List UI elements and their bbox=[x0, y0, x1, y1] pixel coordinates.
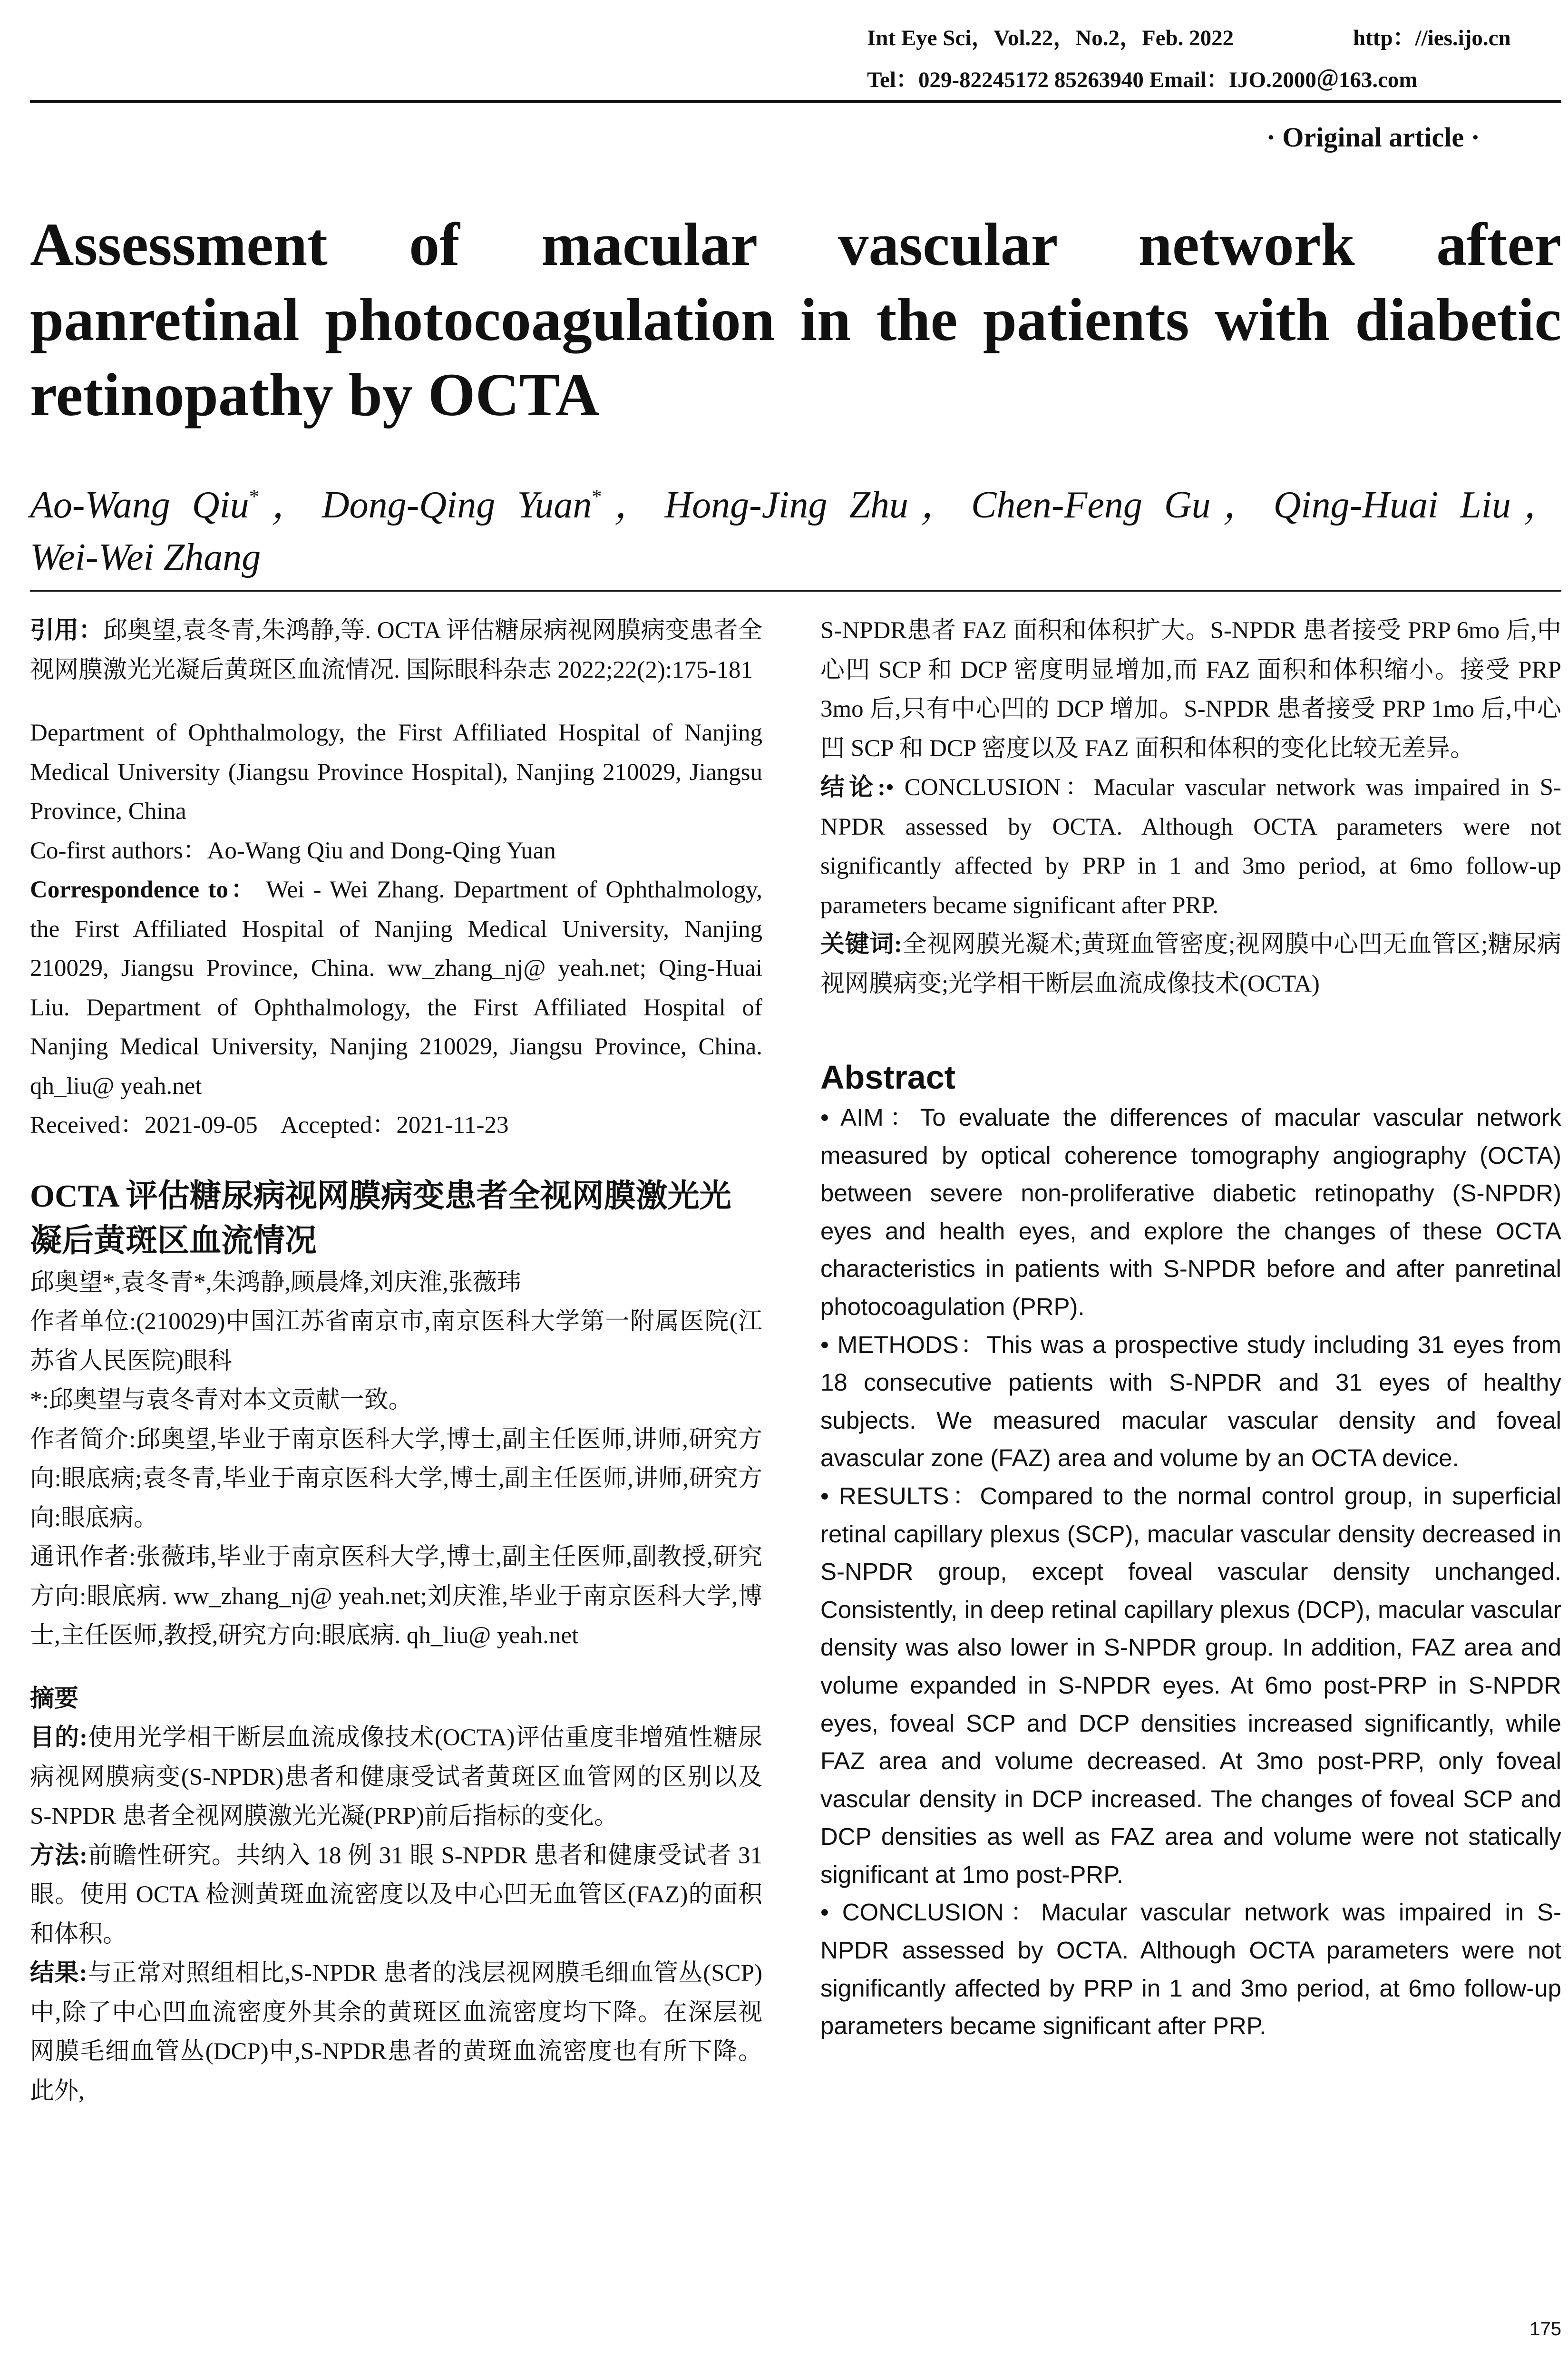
received-dates: Received：2021-09-05 Accepted：2021-11-23 bbox=[30, 1112, 509, 1139]
left-column bbox=[30, 611, 762, 2111]
journal-line: Int Eye Sci，Vol.22，No.2，Feb. 2022 bbox=[867, 26, 1234, 50]
cn-keywords-label: 关键词: bbox=[820, 931, 902, 958]
cn-aim-label: 目的: bbox=[30, 1724, 88, 1751]
authors-line-2: Wei-Wei Zhang bbox=[30, 536, 261, 578]
abstract-aim: • AIM：To evaluate the differences of macular vascular network measured by optical coherence tomography angiography (OCTA) between severe non-proliferative diabetic retinopathy (S-NPDR) eyes and health eyes, and explore the changes of these OCTA characteristics in patients with S-NPDR before and after panretinal photocoagulation (PRP). bbox=[820, 1104, 1561, 1320]
cn-methods-text: 前瞻性研究。共纳入 18 例 31 眼 S-NPDR 患者和健康受试者 31 眼。使用 OCTA 检测黄斑血流密度以及中心凹无血管区(FAZ)的面积和体积。 bbox=[30, 1842, 762, 1948]
cn-methods-label: 方法: bbox=[30, 1842, 88, 1869]
cn-conclusion-text: • CONCLUSION：Macular vascular network was impaired in S-NPDR assessed by OCTA. Although OCTA parameters were not significantly affected by PRP in 1 and 3mo period, at 6mo follow-up parameters became significant after PRP. bbox=[820, 774, 1561, 919]
cn-bio: 作者简介:邱奥望,毕业于南京医科大学,博士,副主任医师,讲师,研究方向:眼底病;袁冬青,毕业于南京医科大学,博士,副主任医师,讲师,研究方向:眼底病。 bbox=[30, 1426, 762, 1531]
cn-aim-text: 使用光学相干断层血流成像技术(OCTA)评估重度非增殖性糖尿病视网膜病变(S-NPDR)患者和健康受试者黄斑区血管网的区别以及 S-NPDR 患者全视网膜激光光凝(PRP)前后指标的变化。 bbox=[30, 1724, 763, 1830]
section-rule bbox=[30, 590, 1561, 592]
header-rule bbox=[30, 100, 1561, 103]
article-type: · Original article · bbox=[1266, 122, 1480, 153]
title-line-3: retinopathy by OCTA bbox=[30, 361, 600, 429]
title-line-2: panretinal photocoagulation in the patients with diabetic bbox=[30, 286, 1561, 353]
cn-note: *:邱奥望与袁冬青对本文贡献一致。 bbox=[30, 1387, 413, 1413]
abstract-results: • RESULTS：Compared to the normal control group, in superficial retinal capillary plexus (SCP), macular vascular density decreased in S-NPDR group, except foveal vascular density unchanged. Consistently, in deep retinal capillary plexus (DCP), macular vascular density was also lower in S-NPDR group. In addition, FAZ area and volume expanded in S-NPDR eyes. At 6mo post-PRP in S-NPDR eyes, foveal SCP and DCP densities increased significantly, while FAZ area and volume decreased. At 3mo post-PRP, only foveal vascular density in DCP increased. The changes of foveal SCP and DCP densities as well as FAZ area and volume were not statically significant at 1mo post-PRP. bbox=[820, 1482, 1561, 1888]
citation bbox=[30, 611, 762, 690]
cn-results-cont: S-NPDR患者 FAZ 面积和体积扩大。S-NPDR 患者接受 PRP 6mo 后,中心凹 SCP 和 DCP 密度明显增加,而 FAZ 面积和体积缩小。接受 PRP 3mo 后,只有中心凹的 DCP 增加。S-NPDR 患者接受 PRP 1mo 后,中心凹 SCP 和 DCP 密度以及 FAZ 面积和体积的变化比较无差异。 bbox=[820, 617, 1561, 762]
citation-text: 邱奥望,袁冬青,朱鸿静,等. OCTA 评估糖尿病视网膜病变患者全视网膜激光光凝后黄斑区血流情况. 国际眼科杂志 2022;22(2):175-181 bbox=[30, 617, 762, 683]
department: Department of Ophthalmology, the First Affiliated Hospital of Nanjing Medical University (Jiangsu Province Hospital), Nanjing 210029, Jiangsu Province, China bbox=[30, 720, 762, 825]
cn-results bbox=[30, 1954, 762, 2111]
cn-aim bbox=[30, 1718, 762, 1836]
correspondence-label: Correspondence to： bbox=[30, 877, 258, 903]
cofirst-authors: Co-first authors：Ao-Wang Qiu and Dong-Qing Yuan bbox=[30, 837, 556, 864]
authors-line-1 bbox=[30, 471, 1561, 531]
title-line-1: Assessment of macular vascular network after bbox=[30, 211, 1561, 278]
cn-title: OCTA 评估糖尿病视网膜病变患者全视网膜激光光凝后黄斑区血流情况 bbox=[30, 1178, 731, 1258]
cn-unit: 作者单位:(210029)中国江苏省南京市,南京医科大学第一附属医院(江苏省人民医院)眼科 bbox=[30, 1308, 762, 1374]
cn-results-text: 与正常对照组相比,S-NPDR 患者的浅层视网膜毛细血管丛(SCP)中,除了中心凹血流密度外其余的黄斑区血流密度均下降。在深层视网膜毛细血管丛(DCP)中,S-NPDR患者的黄斑血流密度也有所下降。此外, bbox=[30, 1960, 763, 2104]
author-list bbox=[30, 471, 1561, 584]
contact-line: Tel：029-82245172 85263940 Email：IJO.2000＠163.com bbox=[867, 68, 1418, 92]
abstract-conclusion: • CONCLUSION：Macular vascular network was impaired in S-NPDR assessed by OCTA. Although OCTA parameters were not significantly affected by PRP in 1 and 3mo period, at 6mo follow-up parameters became significant after PRP. bbox=[820, 1899, 1561, 2040]
authors-rest: ，Hong-Jing Zhu，Chen-Feng Gu，Qing-Huai Liu， bbox=[602, 484, 1562, 526]
paper-title bbox=[30, 207, 1561, 432]
cofirst-mark: * bbox=[249, 486, 259, 508]
cn-keywords bbox=[820, 925, 1561, 1003]
page-number: 175 bbox=[1529, 2319, 1561, 2339]
cn-authors: 邱奥望*,袁冬青*,朱鸿静,顾晨烽,刘庆淮,张薇玮 bbox=[30, 1269, 521, 1296]
author-1: Ao-Wang Qiu bbox=[30, 484, 249, 526]
journal-url: http：//ies.ijo.cn bbox=[1353, 26, 1511, 50]
abstract-heading: Abstract bbox=[820, 1059, 955, 1096]
cn-conclusion bbox=[820, 768, 1561, 925]
author-2: ，Dong-Qing Yuan bbox=[259, 484, 592, 526]
cn-keywords-text: 全视网膜光凝术;黄斑血管密度;视网膜中心凹无血管区;糖尿病视网膜病变;光学相干断层血流成像技术(OCTA) bbox=[820, 931, 1561, 997]
abstract-methods: • METHODS：This was a prospective study including 31 eyes from 18 consecutive patients with S-NPDR and 31 eyes of healthy subjects. We measured macular vascular density and foveal avascular zone (FAZ) area and volume by an OCTA device. bbox=[820, 1331, 1561, 1472]
cn-results-label: 结果: bbox=[30, 1960, 88, 1987]
cn-conclusion-label: 结论: bbox=[820, 774, 886, 801]
right-column bbox=[820, 611, 1561, 2045]
correspondence bbox=[30, 870, 762, 1106]
cn-methods bbox=[30, 1836, 762, 1954]
citation-label: 引用： bbox=[30, 617, 103, 644]
abstract-cn-heading: 摘要 bbox=[30, 1685, 79, 1712]
cofirst-mark: * bbox=[592, 486, 602, 508]
correspondence-text: Wei - Wei Zhang. Department of Ophthalmology, the First Affiliated Hospital of Nanjing Medical University, Nanjing 210029, Jiangsu Province, China. ww_zhang_nj@ yeah.net; Qing-Huai Liu. Department of Ophthalmology, the First Affiliated Hospital of Nanjing Medical University, Nanjing 210029, Jiangsu Province, China. qh_liu@ yeah.net bbox=[30, 877, 762, 1100]
cn-correspondence: 通讯作者:张薇玮,毕业于南京医科大学,博士,副主任医师,副教授,研究方向:眼底病. ww_zhang_nj@ yeah.net;刘庆淮,毕业于南京医科大学,博士,主任医师,教授,研究方向:眼底病. qh_liu@ yeah.net bbox=[30, 1544, 762, 1649]
